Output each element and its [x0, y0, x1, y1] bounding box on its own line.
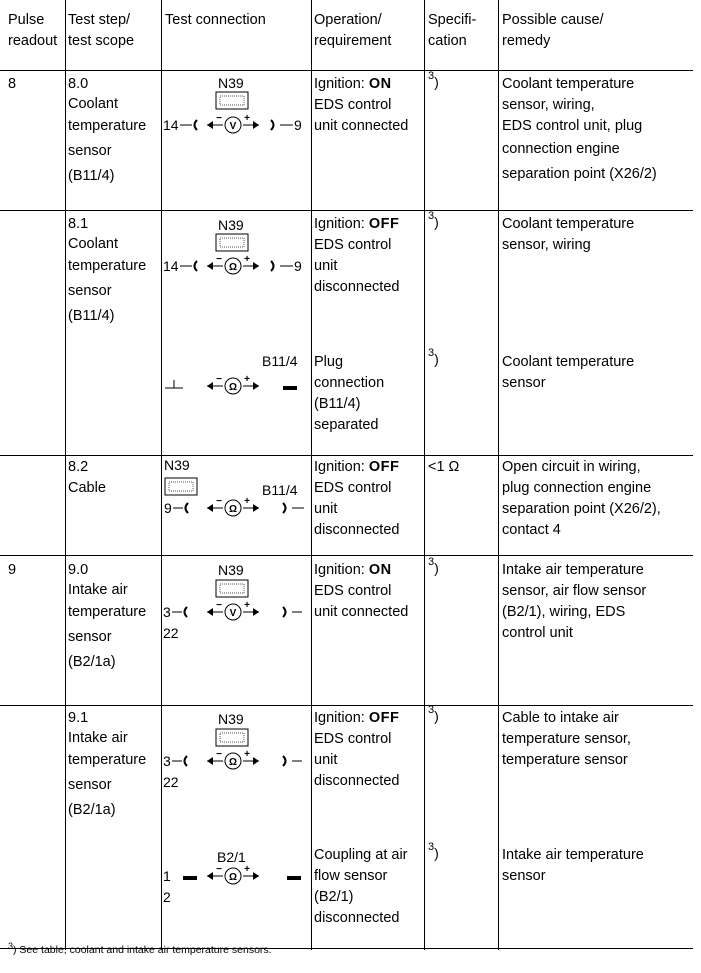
ecu-label: N39 [218, 217, 244, 233]
test-step: 8.1 Coolant temperature sensor (B11/4) [68, 216, 147, 324]
meter-symbol: Ω [228, 757, 238, 768]
possible-cause: Coolant temperature sensor, wiring [502, 216, 635, 253]
lead-arrow [207, 121, 213, 129]
possible-cause: Open circuit in wiring, plug connection engine separation point (X26/2), contact 4 [502, 459, 661, 538]
test-step: 9.1 Intake air temperature sensor (B2/1a) [68, 710, 147, 818]
lead-arrow [253, 121, 259, 129]
meter-plus: + [244, 749, 250, 760]
pin-label: 22 [163, 625, 179, 641]
lead-arrow [253, 608, 259, 616]
header-connection: Test connection [165, 12, 266, 28]
meter-symbol: Ω [228, 382, 238, 393]
operation: Ignition: ON EDS control unit connected [314, 562, 409, 620]
specification-footnote-ref: 3) [428, 704, 439, 724]
possible-cause: Intake air temperature sensor [502, 847, 644, 884]
ecu-label: N39 [218, 75, 244, 91]
meter-symbol: V [229, 608, 237, 619]
socket-right [283, 607, 286, 617]
pin-label: 3 [163, 753, 171, 769]
lead-arrow [207, 757, 213, 765]
operation: Ignition: ON EDS control unit connected [314, 76, 409, 134]
test-step: 9.0 Intake air temperature sensor (B2/1a) [68, 562, 147, 670]
pin-label: 22 [163, 774, 179, 790]
socket-left [186, 503, 189, 513]
ecu-icon-grid [169, 482, 193, 491]
pin-label: 3 [163, 604, 171, 620]
socket-left [195, 120, 198, 130]
meter-symbol: Ω [228, 262, 238, 273]
meter-plus: + [244, 496, 250, 507]
lead-arrow [253, 262, 259, 270]
lead-arrow [207, 382, 213, 390]
possible-cause: Coolant temperature sensor, wiring, EDS control unit, plug connection engine separation point (X26/2) [502, 76, 657, 182]
operation: Coupling at air flow sensor (B2/1) disconnected [314, 847, 408, 926]
meter-plus: + [244, 374, 250, 385]
meter-symbol: V [229, 121, 237, 132]
ecu-icon [216, 92, 248, 109]
ecu-icon [216, 580, 248, 597]
test-step: 8.0 Coolant temperature sensor (B11/4) [68, 76, 147, 184]
pin-label: 9 [294, 258, 302, 274]
socket-left [195, 261, 198, 271]
specification-footnote-ref: 3) [428, 347, 439, 367]
possible-cause: Cable to intake air temperature sensor, temperature sensor [502, 710, 631, 768]
meter-plus: + [244, 113, 250, 124]
meter-minus: − [216, 749, 222, 760]
ecu-icon-grid [220, 584, 244, 593]
ecu-icon [216, 234, 248, 251]
pin-label: 14 [163, 117, 179, 133]
meter-plus: + [244, 864, 250, 875]
pin-label: 2 [163, 889, 171, 905]
socket-right [271, 120, 274, 130]
lead-arrow [207, 504, 213, 512]
ecu-icon [216, 729, 248, 746]
pin-label: 14 [163, 258, 179, 274]
ecu-label: N39 [218, 562, 244, 578]
pulse-readout: 8 [8, 76, 17, 92]
possible-cause: Coolant temperature sensor [502, 354, 635, 391]
meter-symbol: Ω [228, 504, 238, 515]
meter-symbol: Ω [228, 872, 238, 883]
specification-footnote-ref: 3) [428, 556, 439, 576]
connector-label: B11/4 [262, 353, 298, 369]
ecu-label: N39 [218, 711, 244, 727]
header-pulse: Pulse readout [8, 12, 58, 49]
connector-label: B11/4 [262, 482, 298, 498]
socket-left [185, 756, 188, 766]
ecu-icon [165, 478, 197, 495]
meter-minus: − [216, 864, 222, 875]
meter-minus: − [216, 496, 222, 507]
lead-arrow [207, 872, 213, 880]
test-step: 8.2 Cable [68, 459, 106, 496]
socket-right [271, 261, 274, 271]
operation: Ignition: OFF EDS control unit disconnected [314, 216, 400, 295]
lead-arrow [253, 757, 259, 765]
operation: Plug connection (B11/4) separated [314, 354, 385, 433]
socket-right [283, 503, 286, 513]
footnote: 3) See table, coolant and intake air temperature sensors. [8, 941, 272, 956]
header-cause: Possible cause/ remedy [502, 12, 604, 49]
lead-arrow [253, 382, 259, 390]
header-operation: Operation/ requirement [314, 12, 392, 49]
lead-arrow [207, 262, 213, 270]
operation: Ignition: OFF EDS control unit disconnected [314, 459, 400, 538]
header-spec: Specifi- cation [428, 12, 477, 49]
header-step: Test step/ test scope [68, 12, 135, 49]
possible-cause: Intake air temperature sensor, air flow sensor (B2/1), wiring, EDS control unit [502, 562, 647, 641]
pulse-readout: 9 [8, 562, 17, 578]
specification-footnote-ref: 3) [428, 841, 439, 861]
ecu-icon-grid [220, 733, 244, 742]
operation: Ignition: OFF EDS control unit disconnected [314, 710, 400, 789]
lead-arrow [253, 504, 259, 512]
plug-icon [287, 876, 301, 880]
ecu-icon-grid [220, 238, 244, 247]
pin-label: 9 [294, 117, 302, 133]
connector-label: B2/1 [217, 849, 246, 865]
ecu-icon-grid [220, 96, 244, 105]
plug-icon [183, 876, 197, 880]
meter-minus: − [216, 254, 222, 265]
meter-minus: − [216, 600, 222, 611]
meter-plus: + [244, 600, 250, 611]
socket-left [185, 607, 188, 617]
meter-minus: − [216, 113, 222, 124]
meter-plus: + [244, 254, 250, 265]
specification-footnote-ref: 3) [428, 70, 439, 90]
socket-right [283, 756, 286, 766]
lead-arrow [207, 608, 213, 616]
specification-footnote-ref: 3) [428, 210, 439, 230]
lead-arrow [253, 872, 259, 880]
pin-label: 9 [164, 500, 172, 516]
ecu-label: N39 [164, 457, 190, 473]
pin-label: 1 [163, 868, 171, 884]
specification: <1 Ω [428, 459, 460, 475]
plug-icon [283, 386, 297, 390]
meter-minus: − [216, 374, 222, 385]
